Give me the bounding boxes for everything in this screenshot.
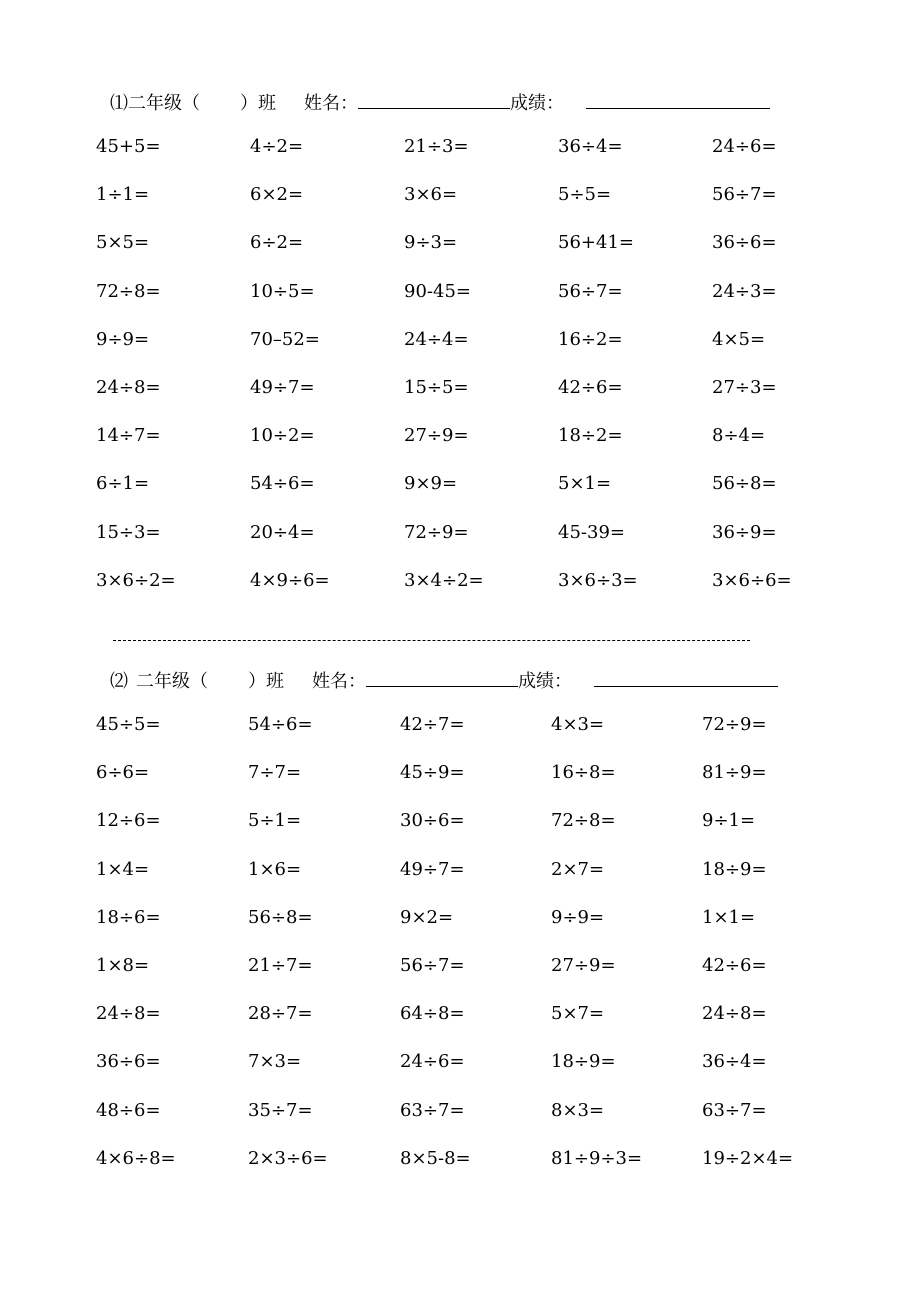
problem: 6×2= — [250, 184, 304, 206]
problem: 18÷9= — [702, 858, 767, 880]
sheet1-name-field[interactable] — [358, 88, 510, 109]
problem: 18÷2= — [558, 425, 623, 447]
problem: 24÷6= — [400, 1051, 465, 1073]
problem: 56÷8= — [712, 473, 777, 495]
problem: 36÷6= — [96, 1051, 161, 1073]
sheet1-class-label: ）班 — [240, 93, 276, 114]
problem: 42÷7= — [400, 714, 465, 735]
problem: 20÷4= — [250, 521, 315, 543]
problem: 5÷5= — [558, 184, 612, 206]
problem: 9÷9= — [96, 328, 150, 350]
problem: 45÷9= — [400, 762, 465, 784]
problem: 21÷3= — [404, 136, 469, 157]
problem: 3×6÷2= — [96, 569, 176, 591]
problem: 56÷7= — [400, 955, 465, 976]
problem: 49÷7= — [400, 858, 465, 880]
problem: 1×8= — [96, 955, 150, 976]
problem: 4÷2= — [250, 136, 304, 157]
problem: 16÷2= — [558, 328, 623, 350]
problem: 24÷6= — [712, 136, 777, 157]
problem: 63÷7= — [400, 1099, 465, 1121]
problem: 56÷7= — [558, 280, 623, 302]
problem: 1÷1= — [96, 184, 150, 206]
problem: 18÷6= — [96, 906, 161, 928]
problem: 36÷4= — [702, 1051, 767, 1073]
problem: 63÷7= — [702, 1099, 767, 1121]
problem: 8÷4= — [712, 425, 766, 447]
problem: 28÷7= — [248, 1003, 313, 1025]
problem: 18÷9= — [551, 1051, 616, 1073]
sheet2-number: ⑵ — [110, 671, 128, 692]
problem: 5÷1= — [248, 810, 302, 832]
problem: 72÷9= — [404, 521, 469, 543]
problem: 36÷9= — [712, 521, 777, 543]
problem: 70–52= — [250, 328, 320, 350]
problem: 4×9÷6= — [250, 569, 330, 591]
problem: 3×6÷6= — [712, 569, 792, 591]
problem: 7×3= — [248, 1051, 302, 1073]
problem: 36÷6= — [712, 232, 777, 254]
problem: 24÷4= — [404, 328, 469, 350]
problem: 27÷3= — [712, 377, 777, 398]
problem: 72÷8= — [96, 280, 161, 302]
sheet2-grade-label: 二年级（ — [136, 671, 208, 692]
problem: 4×5= — [712, 328, 766, 350]
problem: 14÷7= — [96, 425, 161, 447]
problem: 15÷3= — [96, 521, 161, 543]
problem: 24÷3= — [712, 280, 777, 302]
problem: 45÷5= — [96, 714, 161, 735]
problem: 27÷9= — [404, 425, 469, 447]
problem: 4×3= — [551, 714, 605, 735]
problem: 9÷1= — [702, 810, 756, 832]
problem: 6÷2= — [250, 232, 304, 254]
problem: 24÷8= — [96, 377, 161, 398]
problem: 3×6= — [404, 184, 458, 206]
problem: 5×7= — [551, 1003, 605, 1025]
problem: 10÷5= — [250, 280, 315, 302]
sheet2-name-field[interactable] — [366, 666, 518, 687]
problem: 72÷9= — [702, 714, 767, 735]
problem: 56÷7= — [712, 184, 777, 206]
problem: 45-39= — [558, 521, 625, 543]
cut-line — [113, 640, 750, 641]
problem: 54÷6= — [250, 473, 315, 495]
problem: 48÷6= — [96, 1099, 161, 1121]
problem: 54÷6= — [248, 714, 313, 735]
problem: 42÷6= — [558, 377, 623, 398]
sheet2-score-field[interactable] — [594, 666, 778, 687]
problem: 2×7= — [551, 858, 605, 880]
problem: 81÷9÷3= — [551, 1147, 643, 1169]
problem: 4×6÷8= — [96, 1147, 176, 1169]
sheet1-header — [110, 88, 770, 115]
problem: 6÷6= — [96, 762, 150, 784]
problem: 24÷8= — [96, 1003, 161, 1025]
problem: 1×1= — [702, 906, 756, 928]
problem: 12÷6= — [96, 810, 161, 832]
sheet2-score-label: 成绩： — [518, 671, 572, 692]
sheet2-class-label: ）班 — [248, 671, 284, 692]
problem: 21÷7= — [248, 955, 313, 976]
problem: 8×5-8= — [400, 1147, 471, 1169]
sheet1-number: ⑴ — [110, 93, 128, 114]
problem: 15÷5= — [404, 377, 469, 398]
problem: 7÷7= — [248, 762, 302, 784]
problem: 9×2= — [400, 906, 454, 928]
sheet1-score-label: 成绩： — [510, 93, 564, 114]
problem: 19÷2×4= — [702, 1147, 794, 1169]
sheet1-score-field[interactable] — [586, 88, 770, 109]
sheet2-name-label: 姓名： — [312, 671, 366, 692]
problem: 9×9= — [404, 473, 458, 495]
problem: 10÷2= — [250, 425, 315, 447]
problem: 3×4÷2= — [404, 569, 484, 591]
problem: 90-45= — [404, 280, 471, 302]
problem: 5×5= — [96, 232, 150, 254]
problem: 42÷6= — [702, 955, 767, 976]
sheet2-header — [110, 666, 778, 693]
problem: 56+41= — [558, 232, 634, 254]
problem: 5×1= — [558, 473, 612, 495]
problem: 2×3÷6= — [248, 1147, 328, 1169]
problem: 81÷9= — [702, 762, 767, 784]
problem: 27÷9= — [551, 955, 616, 976]
problem: 1×6= — [248, 858, 302, 880]
problem: 72÷8= — [551, 810, 616, 832]
problem: 1×4= — [96, 858, 150, 880]
problem: 3×6÷3= — [558, 569, 638, 591]
problem: 45+5= — [96, 136, 161, 157]
problem: 9÷9= — [551, 906, 605, 928]
problem: 16÷8= — [551, 762, 616, 784]
problem: 9÷3= — [404, 232, 458, 254]
problem: 64÷8= — [400, 1003, 465, 1025]
problem: 6÷1= — [96, 473, 150, 495]
sheet1-name-label: 姓名： — [304, 93, 358, 114]
problem: 56÷8= — [248, 906, 313, 928]
problem: 24÷8= — [702, 1003, 767, 1025]
problem: 49÷7= — [250, 377, 315, 398]
sheet1-grade-label: 二年级（ — [128, 93, 200, 114]
problem: 30÷6= — [400, 810, 465, 832]
problem: 36÷4= — [558, 136, 623, 157]
problem: 35÷7= — [248, 1099, 313, 1121]
problem: 8×3= — [551, 1099, 605, 1121]
